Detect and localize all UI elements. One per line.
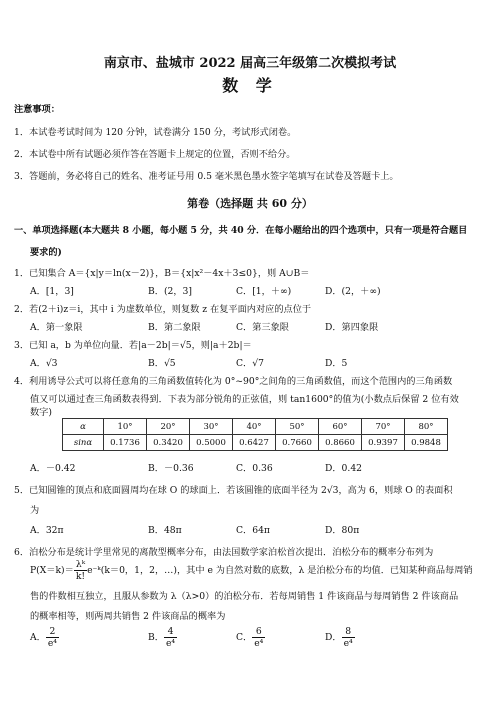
fraction-numerator: 4 <box>164 626 177 638</box>
q2-option-d: D．第四象限 <box>325 322 379 333</box>
pmf-rhs: e⁻ᵏ(k＝0，1，2，…)，其中 e 为自然对数的底数，λ 是泊松分布的均值．已知某种商品每周销 <box>87 565 473 576</box>
table-cell: 80° <box>405 419 448 435</box>
q4-option-c: C．0.36 <box>236 463 273 474</box>
notes-heading: 注意事项： <box>14 104 60 115</box>
table-cell: 0.9397 <box>362 435 405 451</box>
q3-option-d: D．5 <box>325 358 348 369</box>
sine-table <box>62 418 448 451</box>
fraction-numerator: 2 <box>46 626 59 638</box>
table-row <box>63 435 448 451</box>
question-5-stem: 5．已知圆锥的顶点和底面圆周均在球 O 的球面上．若该圆锥的底面半径为 2√3，高为 6，则球 O 的表面积 <box>14 485 453 496</box>
table-cell: 0.5000 <box>190 435 233 451</box>
table-cell: 30° <box>190 419 233 435</box>
q6-option-c <box>236 626 265 649</box>
table-cell: 60° <box>319 419 362 435</box>
q2-option-a: A．第一象限 <box>30 322 83 333</box>
table-cell: sinα <box>63 435 104 451</box>
q2-option-c: C．第三象限 <box>236 322 289 333</box>
table-cell: 10° <box>104 419 147 435</box>
q1-option-d: D．(2，＋∞) <box>325 286 381 297</box>
table-cell: 0.1736 <box>104 435 147 451</box>
q5-option-c: C．64π <box>236 525 270 536</box>
exam-title: 南京市、盐城市 2022 届高三年级第二次模拟考试 <box>103 56 397 71</box>
question-4-stem-cont: 数字) <box>30 407 52 418</box>
option-label: D． <box>325 632 342 643</box>
table-cell: 0.3420 <box>147 435 190 451</box>
table-cell: 50° <box>276 419 319 435</box>
question-4-stem-cont: 值又可以通过查三角函数表得到．下表为部分锐角的正弦值，则 tan1600°的值为(小数点后保留 2 位有效 <box>30 394 459 405</box>
pmf-denominator: k! <box>75 571 86 582</box>
option-label: B． <box>148 632 164 643</box>
option-label: A． <box>30 632 46 643</box>
fraction-numerator: 6 <box>252 626 265 638</box>
fraction-denominator: e⁴ <box>165 638 176 649</box>
q2-option-b: B．第二象限 <box>148 322 201 333</box>
section-heading-cont: 要求的) <box>30 247 62 258</box>
table-cell: 70° <box>362 419 405 435</box>
q5-option-a: A．32π <box>30 525 64 536</box>
q4-option-d: D．0.42 <box>325 463 363 474</box>
q4-option-a: A．－0.42 <box>30 463 76 474</box>
q5-option-b: B．48π <box>148 525 182 536</box>
option-fraction <box>164 626 177 649</box>
question-6-pmf-line <box>30 559 473 582</box>
fraction-denominator: e⁴ <box>47 638 57 649</box>
question-6-stem-cont: 的概率相等，则两周共销售 2 件该商品的概率为 <box>30 611 226 622</box>
table-cell: 0.8660 <box>319 435 362 451</box>
question-6-stem: 6．泊松分布是统计学里常见的离散型概率分布，由法国数学家泊松首次提出．泊松分布的概率分布列为 <box>14 547 434 558</box>
q4-option-b: B．－0.36 <box>148 463 194 474</box>
q6-option-d <box>325 626 355 649</box>
section-heading: 一、单项选择题(本大题共 8 小题，每小题 5 分，共 40 分．在每小题给出的四个选项中，只有一项是符合题目 <box>14 225 468 236</box>
pmf-lhs: P(X＝k)＝ <box>30 565 74 576</box>
question-3-stem: 3．已知 a，b 为单位向量．若|a－2b|＝√5，则|a＋2b|＝ <box>14 340 252 351</box>
table-cell: 20° <box>147 419 190 435</box>
q3-option-c: C．√7 <box>236 358 264 369</box>
note-item: 1．本试卷考试时间为 120 分钟，试卷满分 150 分，考试形式闭卷。 <box>14 127 297 138</box>
q5-option-d: D．80π <box>325 525 360 536</box>
question-5-stem-cont: 为 <box>30 505 40 516</box>
q1-option-a: A．[1，3] <box>30 286 74 297</box>
option-fraction <box>46 626 59 649</box>
part-title: 第卷（选择题 共 60 分） <box>187 197 313 210</box>
q6-option-b <box>148 626 177 649</box>
fraction-denominator: e⁴ <box>343 638 353 649</box>
table-cell: 0.9848 <box>405 435 448 451</box>
pmf-fraction <box>74 559 87 582</box>
fraction-denominator: e⁴ <box>254 638 264 649</box>
question-6-stem-cont: 售的件数相互独立，且服从参数为 λ（λ>0）的泊松分布．若每周销售 1 件该商品与每周销售 2 件该商品 <box>30 591 459 602</box>
table-cell: 0.6427 <box>233 435 276 451</box>
question-2-stem: 2．若(2＋i)z＝i，其中 i 为虚数单位，则复数 z 在复平面内对应的点位于 <box>14 304 312 315</box>
question-4-stem: 4．利用诱导公式可以将任意角的三角函数值转化为 0°~90°之间角的三角函数值，而这个范围内的三角函数 <box>14 376 453 387</box>
fraction-numerator: 8 <box>342 626 355 638</box>
pmf-numerator: λᵏ <box>74 559 87 571</box>
note-item: 2．本试卷中所有试题必须作答在答题卡上规定的位置，否则不给分。 <box>14 149 296 160</box>
question-1-stem: 1．已知集合 A＝{x|y＝ln(x－2)}，B＝{x|x²－4x＋3≤0}，则 A∪B＝ <box>14 268 310 279</box>
q1-option-b: B．(2，3] <box>148 286 192 297</box>
option-fraction <box>252 626 265 649</box>
table-cell: 40° <box>233 419 276 435</box>
q3-option-b: B．√5 <box>148 358 176 369</box>
option-fraction <box>342 626 355 649</box>
subject-title: 数 学 <box>222 76 278 95</box>
q6-option-a <box>30 626 59 649</box>
note-item: 3．答题前，务必将自己的姓名、准考证号用 0.5 毫米黑色墨水签字笔填写在试卷及答题卡上。 <box>14 171 399 182</box>
table-cell: 0.7660 <box>276 435 319 451</box>
option-label: C． <box>236 632 253 643</box>
q1-option-c: C．[1，＋∞) <box>236 286 292 297</box>
table-cell: α <box>63 419 104 435</box>
table-header-row <box>63 419 448 435</box>
q3-option-a: A．√3 <box>30 358 58 369</box>
